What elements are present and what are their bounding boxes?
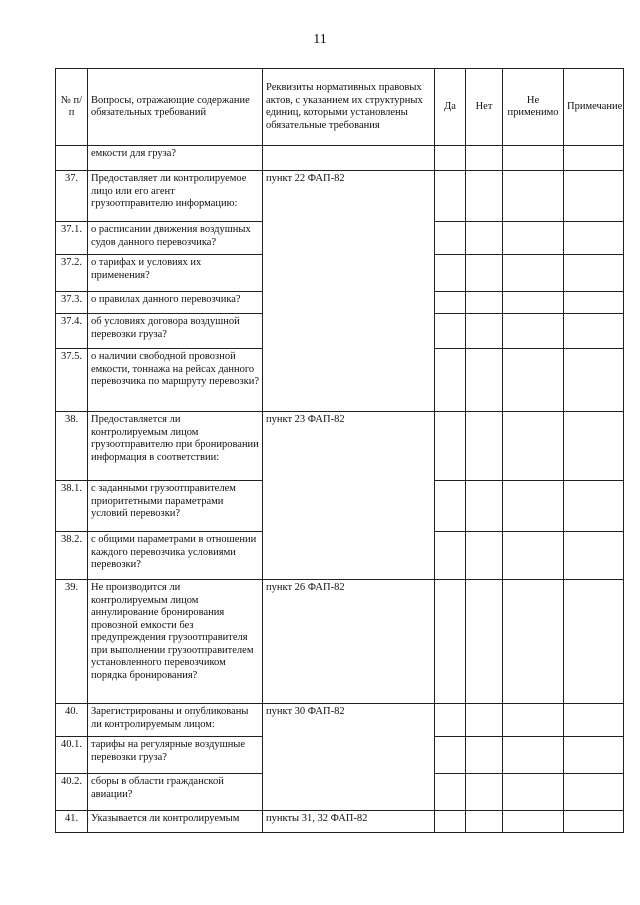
answer-yes-cell[interactable]	[435, 255, 466, 292]
answer-no-cell[interactable]	[466, 255, 503, 292]
answer-yes-cell[interactable]	[435, 349, 466, 412]
answer-no-cell[interactable]	[466, 704, 503, 737]
row-question: с заданными грузоотправителем приоритетными параметрами условий перевозки?	[88, 481, 263, 532]
row-num: 41.	[56, 811, 88, 833]
header-question: Вопросы, отражающие содержание обязательных требований	[88, 69, 263, 146]
note-cell[interactable]	[564, 580, 624, 704]
row-question: сборы в области гражданской авиации?	[88, 774, 263, 811]
row-question: Предоставляется ли контролируемым лицом грузоотправителю при бронировании информация в соответствии:	[88, 412, 263, 481]
row-reference	[263, 146, 435, 171]
answer-no-cell[interactable]	[466, 737, 503, 774]
table-row	[56, 811, 624, 833]
answer-yes-cell[interactable]	[435, 532, 466, 580]
answer-yes-cell[interactable]	[435, 412, 466, 481]
answer-no-cell[interactable]	[466, 774, 503, 811]
row-num: 40.1.	[56, 737, 88, 774]
note-cell[interactable]	[564, 314, 624, 349]
row-question: Зарегистрированы и опубликованы ли контролируемым лицом:	[88, 704, 263, 737]
row-reference: пункт 30 ФАП-82	[263, 704, 435, 811]
answer-no-cell[interactable]	[466, 222, 503, 255]
answer-yes-cell[interactable]	[435, 737, 466, 774]
note-cell[interactable]	[564, 481, 624, 532]
answer-yes-cell[interactable]	[435, 811, 466, 833]
answer-yes-cell[interactable]	[435, 704, 466, 737]
row-num: 38.2.	[56, 532, 88, 580]
answer-no-cell[interactable]	[466, 292, 503, 314]
note-cell[interactable]	[564, 737, 624, 774]
answer-na-cell[interactable]	[503, 481, 564, 532]
answer-na-cell[interactable]	[503, 737, 564, 774]
answer-yes-cell[interactable]	[435, 292, 466, 314]
row-num: 37.	[56, 171, 88, 222]
table-row	[56, 580, 624, 704]
row-reference: пункт 23 ФАП-82	[263, 412, 435, 580]
table-row	[56, 412, 624, 481]
note-cell[interactable]	[564, 774, 624, 811]
row-num	[56, 146, 88, 171]
answer-na-cell[interactable]	[503, 349, 564, 412]
row-question: Не производится ли контролируемым лицом аннулирование бронирования провозной емкости без предупреждения грузоотправителя при выполнении грузоотправителем установленного перевозчиком порядка бронирования?	[88, 580, 263, 704]
note-cell[interactable]	[564, 222, 624, 255]
row-num: 37.3.	[56, 292, 88, 314]
answer-na-cell[interactable]	[503, 171, 564, 222]
answer-yes-cell[interactable]	[435, 774, 466, 811]
table-row	[56, 146, 624, 171]
answer-no-cell[interactable]	[466, 580, 503, 704]
answer-yes-cell[interactable]	[435, 222, 466, 255]
answer-no-cell[interactable]	[466, 349, 503, 412]
note-cell[interactable]	[564, 171, 624, 222]
row-reference: пункт 22 ФАП-82	[263, 171, 435, 412]
row-question: емкости для груза?	[88, 146, 263, 171]
answer-no-cell[interactable]	[466, 412, 503, 481]
row-question: Предоставляет ли контролируемое лицо или его агент грузоотправителю информацию:	[88, 171, 263, 222]
note-cell[interactable]	[564, 255, 624, 292]
answer-no-cell[interactable]	[466, 146, 503, 171]
header-reference: Реквизиты нормативных правовых актов, с указанием их структурных единиц, которыми установлены обязательные требования	[263, 69, 435, 146]
row-question: о правилах данного перевозчика?	[88, 292, 263, 314]
row-num: 40.	[56, 704, 88, 737]
header-yes: Да	[435, 69, 466, 146]
answer-no-cell[interactable]	[466, 481, 503, 532]
row-question: Указывается ли контролируемым	[88, 811, 263, 833]
header-no: Нет	[466, 69, 503, 146]
answer-na-cell[interactable]	[503, 292, 564, 314]
answer-yes-cell[interactable]	[435, 314, 466, 349]
row-num: 39.	[56, 580, 88, 704]
answer-no-cell[interactable]	[466, 171, 503, 222]
answer-yes-cell[interactable]	[435, 481, 466, 532]
row-num: 38.	[56, 412, 88, 481]
answer-na-cell[interactable]	[503, 412, 564, 481]
answer-na-cell[interactable]	[503, 255, 564, 292]
row-num: 37.1.	[56, 222, 88, 255]
row-num: 37.2.	[56, 255, 88, 292]
row-num: 37.5.	[56, 349, 88, 412]
row-question: о расписании движения воздушных судов данного перевозчика?	[88, 222, 263, 255]
note-cell[interactable]	[564, 292, 624, 314]
answer-na-cell[interactable]	[503, 580, 564, 704]
row-question: о тарифах и условиях их применения?	[88, 255, 263, 292]
page-number: 11	[313, 32, 327, 47]
answer-na-cell[interactable]	[503, 704, 564, 737]
row-num: 40.2.	[56, 774, 88, 811]
row-num: 37.4.	[56, 314, 88, 349]
row-num: 38.1.	[56, 481, 88, 532]
row-question: о наличии свободной провозной емкости, тоннажа на рейсах данного перевозчика по маршруту перевозки?	[88, 349, 263, 412]
answer-yes-cell[interactable]	[435, 146, 466, 171]
note-cell[interactable]	[564, 349, 624, 412]
note-cell[interactable]	[564, 146, 624, 171]
header-num: № п/п	[56, 69, 88, 146]
header-not-applicable: Не применимо	[503, 69, 564, 146]
answer-na-cell[interactable]	[503, 532, 564, 580]
answer-na-cell[interactable]	[503, 314, 564, 349]
note-cell[interactable]	[564, 811, 624, 833]
row-reference: пункт 26 ФАП-82	[263, 580, 435, 704]
header-note: Примечание	[564, 69, 624, 146]
note-cell[interactable]	[564, 704, 624, 737]
answer-no-cell[interactable]	[466, 314, 503, 349]
row-question: об условиях договора воздушной перевозки груза?	[88, 314, 263, 349]
answer-na-cell[interactable]	[503, 146, 564, 171]
row-question: с общими параметрами в отношении каждого перевозчика условиями перевозки?	[88, 532, 263, 580]
answer-yes-cell[interactable]	[435, 580, 466, 704]
answer-no-cell[interactable]	[466, 532, 503, 580]
table-row	[56, 704, 624, 737]
table-row	[56, 171, 624, 222]
table-header-row	[56, 69, 624, 146]
note-cell[interactable]	[564, 532, 624, 580]
row-question: тарифы на регулярные воздушные перевозки груза?	[88, 737, 263, 774]
checklist-table	[55, 68, 624, 833]
answer-no-cell[interactable]	[466, 811, 503, 833]
answer-na-cell[interactable]	[503, 222, 564, 255]
answer-na-cell[interactable]	[503, 811, 564, 833]
answer-na-cell[interactable]	[503, 774, 564, 811]
answer-yes-cell[interactable]	[435, 171, 466, 222]
note-cell[interactable]	[564, 412, 624, 481]
row-reference: пункты 31, 32 ФАП-82	[263, 811, 435, 833]
